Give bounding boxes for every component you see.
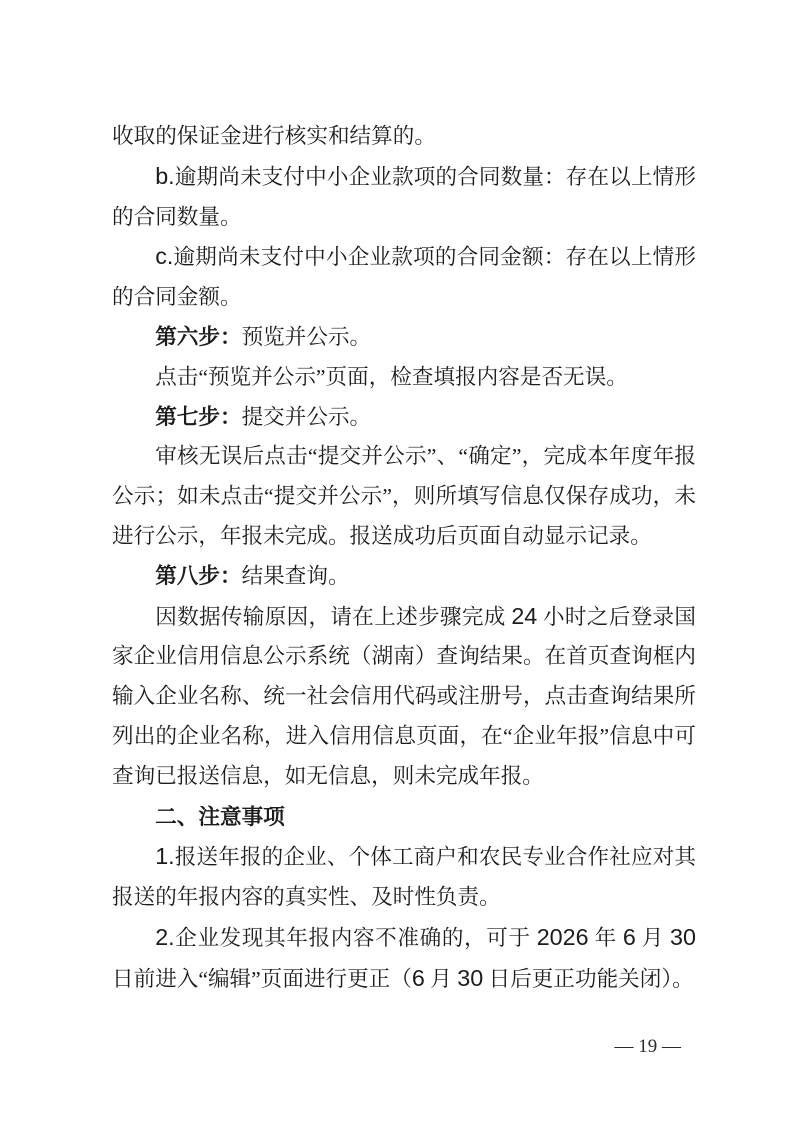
paragraph-11 bbox=[112, 837, 696, 918]
text-run: 审核无误后点击“提交并公示”、“确定”，完成本年度年报公示；如未点击“提交并公示”，则所填写信息仅保存成功，未进行公示，年报未完成。报送成功后页面自动显示记录。 bbox=[112, 444, 696, 548]
paragraph-4 bbox=[112, 318, 696, 358]
paragraph-12 bbox=[112, 918, 696, 1000]
text-run: 二、注意事项 bbox=[155, 803, 285, 829]
text-run: 结果查询。 bbox=[241, 563, 350, 588]
text-run: 2026 bbox=[536, 923, 589, 950]
text-run: 30 bbox=[457, 964, 484, 991]
paragraph-5 bbox=[112, 358, 696, 398]
text-run: 日后更正功能关闭）。 bbox=[483, 966, 694, 991]
text-run: 年 bbox=[588, 925, 623, 950]
paragraph-10 bbox=[112, 797, 696, 838]
paragraph-3 bbox=[112, 237, 696, 318]
text-run: 提交并公示。 bbox=[241, 404, 372, 429]
text-run: b. bbox=[155, 162, 175, 189]
paragraph-6 bbox=[112, 398, 696, 438]
text-run: 企业发现其年报内容不准确的，可于 bbox=[174, 925, 537, 950]
text-run: 24 bbox=[511, 602, 538, 629]
text-run: 月 bbox=[635, 925, 671, 950]
text-run: 30 bbox=[670, 923, 696, 950]
text-run: 6 bbox=[622, 923, 636, 950]
text-run: 小时之后登录国家企业信用信息公示系统（湖南）查询结果。在首页查询框内输入企业名称、统一社会信用代码或注册号，点击查询结果所列出的企业名称，进入信用信息页面，在“企业年报”信息中可查询已报送信息，如无信息，则未完成年报。 bbox=[112, 604, 696, 788]
paragraph-9 bbox=[112, 597, 696, 797]
text-run: c. bbox=[155, 243, 174, 270]
text-run: 月 bbox=[424, 966, 458, 991]
text-run: 报送年报的企业、个体工商户和农民专业合作社应对其报送的年报内容的真实性、及时性负责。 bbox=[112, 845, 696, 910]
paragraph-7 bbox=[112, 437, 696, 556]
page-number: — 19 — bbox=[614, 1036, 681, 1057]
page-footer bbox=[615, 1035, 682, 1059]
text-run: 逾期尚未支付中小企业款项的合同金额：存在以上情形的合同金额。 bbox=[112, 245, 696, 310]
paragraph-8 bbox=[112, 557, 696, 597]
text-run: 第六步： bbox=[155, 324, 242, 349]
text-run: 6 bbox=[411, 964, 425, 991]
text-run: 预览并公示。 bbox=[241, 324, 372, 349]
text-run: 因数据传输原因，请在上述步骤完成 bbox=[155, 604, 512, 629]
paragraph-1 bbox=[112, 117, 696, 157]
text-run: 第七步： bbox=[155, 404, 242, 429]
text-run: 日前进入“编辑”页面进行更正（ bbox=[112, 966, 412, 991]
text-run: 2. bbox=[155, 923, 175, 950]
text-run: 第八步： bbox=[155, 563, 242, 588]
document-body bbox=[112, 117, 696, 1000]
text-run: 逾期尚未支付中小企业款项的合同数量：存在以上情形的合同数量。 bbox=[112, 164, 696, 229]
text-run: 收取的保证金进行核实和结算的。 bbox=[112, 124, 436, 148]
text-run: 1. bbox=[155, 843, 175, 870]
paragraph-2 bbox=[112, 157, 696, 238]
text-run: 点击“预览并公示”页面，检查填报内容是否无误。 bbox=[155, 364, 628, 389]
